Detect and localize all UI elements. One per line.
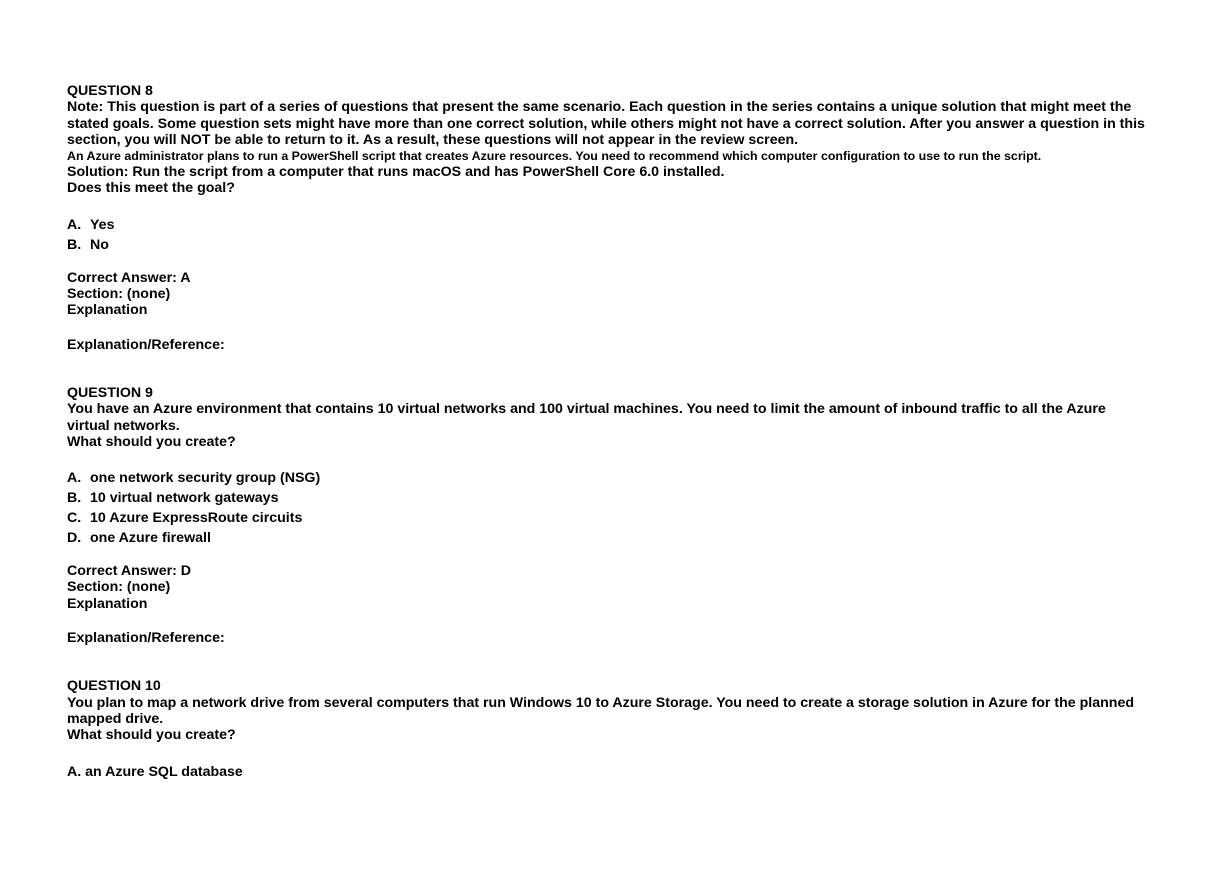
answer-options <box>67 468 1147 548</box>
question-prompt: Does this meet the goal? <box>67 180 235 197</box>
answer-option-c: C. 10 Azure ExpressRoute circuits <box>67 510 303 527</box>
answer-option-b: B. 10 virtual network gateways <box>67 490 279 507</box>
answer-option-a: A. an Azure SQL database <box>67 763 243 780</box>
answer-option-a: A. one network security group (NSG) <box>67 470 321 487</box>
question-title: QUESTION 10 <box>67 678 161 695</box>
question-note: Note: This question is part of a series of questions that present the same scenario. Each question in the series contains a unique solution that might meet the stated goals. Some question sets might have more than one correct solution, while others might not have a correct solution. After you answer a question in this section, you will NOT be able to return to it. As a result, these questions will not appear in the review screen. <box>67 99 1145 148</box>
section-label: Section: (none) <box>67 286 171 303</box>
question-title: QUESTION 9 <box>67 384 153 401</box>
question-9 <box>67 385 1147 646</box>
explanation-reference: Explanation/Reference: <box>67 336 225 353</box>
question-body: You plan to map a network drive from several computers that run Windows 10 to Azure Storage. You need to create a storage solution in Azure for the planned mapped drive. <box>67 694 1135 727</box>
explanation-reference: Explanation/Reference: <box>67 630 225 647</box>
answer-option-d: D. one Azure firewall <box>67 530 211 547</box>
question-10 <box>67 678 1147 781</box>
question-prompt: What should you create? <box>67 433 236 450</box>
question-prompt: What should you create? <box>67 727 236 744</box>
correct-answer: Correct Answer: A <box>67 269 191 286</box>
document-page <box>67 83 1147 782</box>
correct-answer: Correct Answer: D <box>67 563 192 580</box>
section-label: Section: (none) <box>67 579 171 596</box>
answer-options <box>67 215 1147 255</box>
explanation-label: Explanation <box>67 595 148 612</box>
question-8 <box>67 83 1147 353</box>
answer-option-b: B. No <box>67 236 109 253</box>
question-title: QUESTION 8 <box>67 83 153 99</box>
explanation-label: Explanation <box>67 302 148 319</box>
answer-option-a: A. Yes <box>67 216 115 233</box>
question-solution: Solution: Run the script from a computer that runs macOS and has PowerShell Core 6.0 installed. <box>67 164 725 181</box>
question-scenario: An Azure administrator plans to run a PowerShell script that creates Azure resources. You need to recommend which computer configuration to use to run the script. <box>67 149 1042 164</box>
question-body: You have an Azure environment that contains 10 virtual networks and 100 virtual machines. You need to limit the amount of inbound traffic to all the Azure virtual networks. <box>67 401 1106 434</box>
